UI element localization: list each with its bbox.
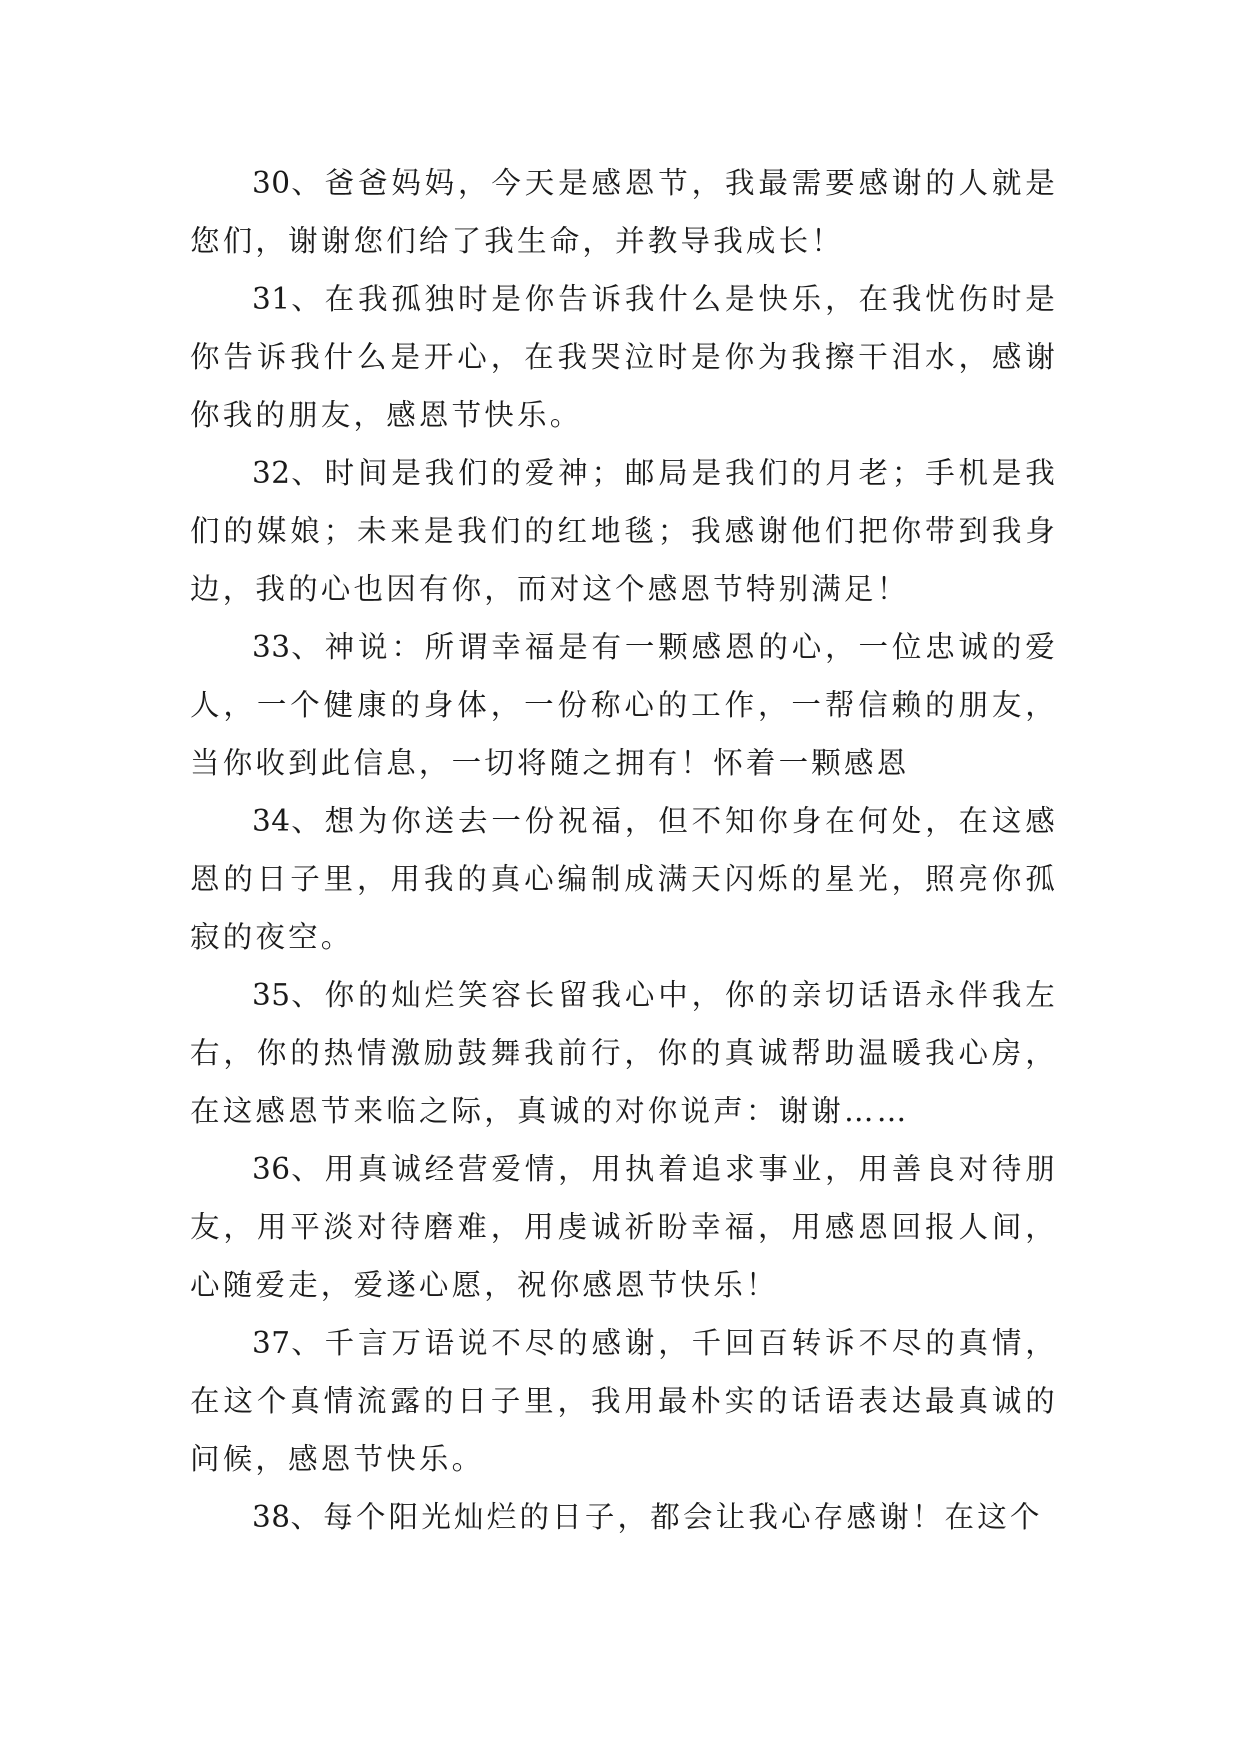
- paragraph-35: [190, 966, 1058, 1140]
- paragraph-32: [190, 444, 1058, 618]
- paragraph-text: 、时间是我们的爱神；邮局是我们的月老；手机是我们的媒娘；未来是我们的红地毯；我感谢他们把你带到我身边，我的心也因有你，而对这个感恩节特别满足！: [190, 456, 1058, 606]
- paragraph-text: 、每个阳光灿烂的日子，都会让我心存感谢！在这个: [290, 1500, 1043, 1534]
- paragraph-text: 、你的灿烂笑容长留我心中，你的亲切话语永伴我左右，你的热情激励鼓舞我前行，你的真诚帮助温暖我心房，在这感恩节来临之际，真诚的对你说声：谢谢……: [190, 978, 1058, 1128]
- item-number: 30: [252, 166, 291, 200]
- paragraph-31: [190, 270, 1058, 444]
- document-body: [190, 154, 1058, 1546]
- item-number: 34: [252, 804, 291, 838]
- paragraph-36: [190, 1140, 1058, 1314]
- paragraph-text: 、爸爸妈妈，今天是感恩节，我最需要感谢的人就是您们，谢谢您们给了我生命，并教导我成长！: [190, 166, 1058, 258]
- item-number: 38: [252, 1500, 291, 1534]
- paragraph-38: [190, 1488, 1058, 1546]
- paragraph-text: 、在我孤独时是你告诉我什么是快乐，在我忧伤时是你告诉我什么是开心，在我哭泣时是你为我擦干泪水，感谢你我的朋友，感恩节快乐。: [190, 282, 1058, 432]
- item-number: 31: [252, 282, 291, 316]
- item-number: 37: [252, 1326, 291, 1360]
- paragraph-30: [190, 154, 1058, 270]
- paragraph-33: [190, 618, 1058, 792]
- paragraph-37: [190, 1314, 1058, 1488]
- item-number: 33: [252, 630, 291, 664]
- paragraph-text: 、神说：所谓幸福是有一颗感恩的心，一位忠诚的爱人，一个健康的身体，一份称心的工作，一帮信赖的朋友，当你收到此信息，一切将随之拥有！怀着一颗感恩: [190, 630, 1058, 780]
- paragraph-text: 、千言万语说不尽的感谢，千回百转诉不尽的真情，在这个真情流露的日子里，我用最朴实的话语表达最真诚的问候，感恩节快乐。: [190, 1326, 1058, 1476]
- item-number: 35: [252, 978, 291, 1012]
- paragraph-text: 、用真诚经营爱情，用执着追求事业，用善良对待朋友，用平淡对待磨难，用虔诚祈盼幸福，用感恩回报人间，心随爱走，爱遂心愿，祝你感恩节快乐！: [190, 1152, 1058, 1302]
- item-number: 32: [252, 456, 291, 490]
- item-number: 36: [252, 1152, 291, 1186]
- paragraph-34: [190, 792, 1058, 966]
- paragraph-text: 、想为你送去一份祝福，但不知你身在何处，在这感恩的日子里，用我的真心编制成满天闪烁的星光，照亮你孤寂的夜空。: [190, 804, 1058, 954]
